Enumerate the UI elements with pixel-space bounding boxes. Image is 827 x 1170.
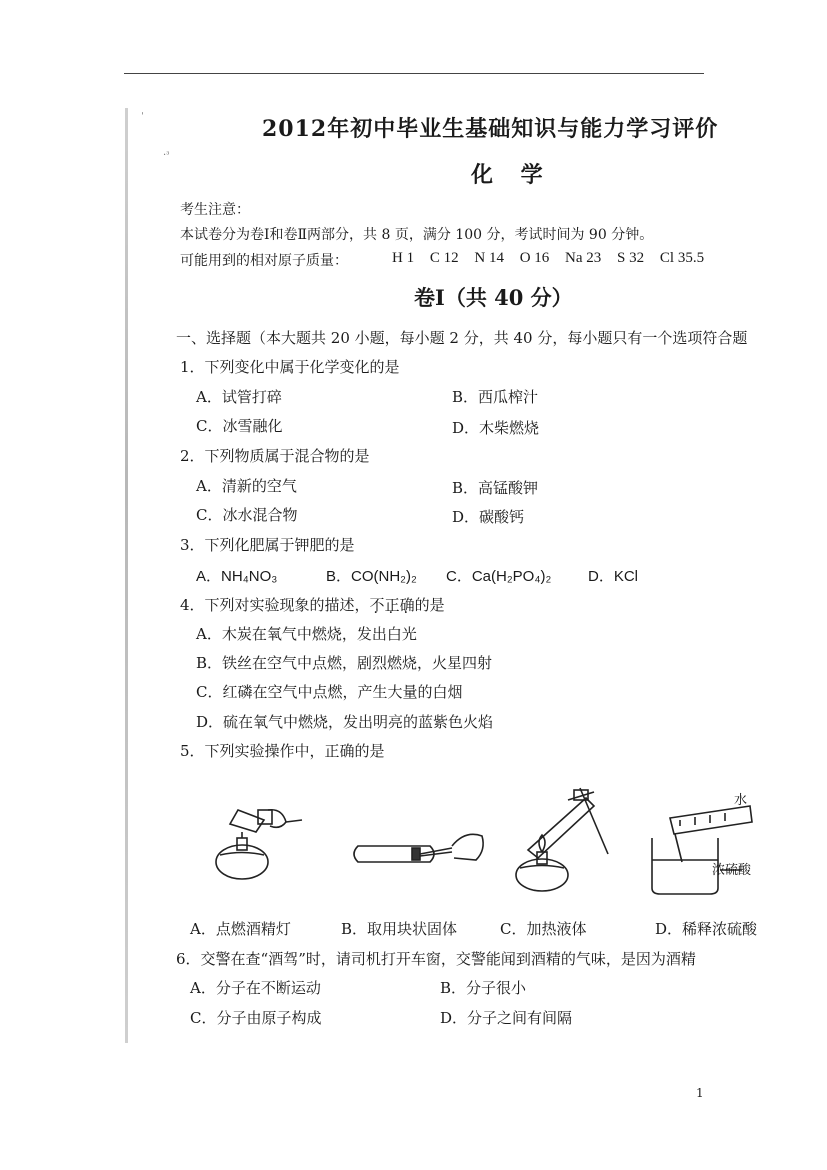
question-5-stem: 5．下列实验操作中，正确的是 [180,742,385,760]
question-2-option-d: D．碳酸钙 [452,508,525,526]
atomic-mass-item: H 1 [392,250,415,266]
question-5-option-a: A．点燃酒精灯 [190,920,291,938]
question-1-option-b: B．西瓜榨汁 [452,388,539,406]
question-3-option-d: D．KCl [588,568,639,585]
question-5-figure [190,780,790,905]
question-5-option-d: D．稀释浓硫酸 [655,920,758,938]
lighting-lamp-illustration [216,810,302,879]
question-1-option-d: D．木柴燃烧 [452,419,540,437]
emphasis-char: 不 [369,596,385,614]
question-6-option-c: C．分子由原子构成 [190,1009,322,1027]
atomic-mass-list [392,250,716,267]
question-3-option-b: B．CO(NH₂)₂ [326,568,417,585]
atomic-mass-item: Cl 35.5 [659,250,705,266]
scan-mark: ˈ [141,112,144,123]
question-6-option-a: A．分子在不断运动 [190,979,321,997]
header-rule [124,73,704,74]
question-4-option-d: D．硫在氧气中燃烧，发出明亮的蓝紫色火焰 [196,713,494,731]
question-3-stem: 3．下列化肥属于钾肥的是 [180,536,355,554]
scan-edge-shadow [125,108,128,1043]
question-4-stem-text: 4．下列对实验现象的描述， [180,596,370,614]
atomic-mass-item: O 16 [519,250,550,266]
question-4-option-b: B．铁丝在空气中点燃，剧烈燃烧，火星四射 [196,654,493,672]
question-2-option-b: B．高锰酸钾 [452,479,539,497]
dilution-illustration [652,806,752,894]
question-4-stem [180,594,445,615]
question-6-stem: 6．交警在查“酒驾”时，请司机打开车窗，交警能闻到酒精的气味，是因为酒精 [176,950,696,968]
water-label: 水 [734,793,748,808]
paper-heading: 卷Ⅰ（共 40 分） [414,285,573,310]
emphasis-char: 正 [384,596,400,614]
notice-body: 本试卷分为卷Ⅰ和卷Ⅱ两部分，共 8 页，满分 100 分，考试时间为 90 分钟。 [180,227,654,243]
scan-mark: ·ᶟ [163,150,170,161]
page-number: 1 [696,1086,704,1100]
subject-title: 化 学 [471,162,553,188]
solid-reagent-illustration [354,834,483,862]
section-heading: 一、选择题（本大题共 20 小题，每小题 2 分，共 40 分，每小题只有一个选项符合题 [176,329,748,347]
atomic-mass-item: N 14 [474,250,504,266]
question-2-stem: 2．下列物质属于混合物的是 [180,447,370,465]
question-6-option-b: B．分子很小 [440,979,527,997]
question-4-option-a: A．木炭在氧气中燃烧，发出白光 [196,625,417,643]
atomic-mass-item: S 32 [617,250,645,266]
atomic-mass-item: C 12 [429,250,459,266]
heating-liquid-illustration [516,788,608,891]
notice-heading: 考生注意： [180,202,250,218]
question-5-option-c: C．加热液体 [500,920,587,938]
acid-label: 浓硫酸 [712,863,752,878]
question-3-option-a: A．NH₄NO₃ [196,568,278,585]
question-4-stem-tail: 的是 [414,596,445,614]
question-3-option-c: C．Ca(H₂PO₄)₂ [446,568,552,585]
question-1-stem: 1．下列变化中属于化学变化的是 [180,358,400,376]
atomic-mass-label: 可能用到的相对原子质量： [180,253,348,269]
question-2-option-c: C．冰水混合物 [196,506,298,524]
question-5-option-b: B．取用块状固体 [341,920,458,938]
emphasis-char: 确 [399,596,415,614]
question-1-option-a: A．试管打碎 [196,388,282,406]
question-2-option-a: A．清新的空气 [196,477,297,495]
question-1-option-c: C．冰雪融化 [196,417,283,435]
question-6-option-d: D．分子之间有间隔 [440,1009,573,1027]
question-4-option-c: C．红磷在空气中点燃，产生大量的白烟 [196,683,463,701]
atomic-mass-item: Na 23 [565,250,602,266]
exam-title: 2012年初中毕业生基础知识与能力学习评价 [262,116,719,142]
